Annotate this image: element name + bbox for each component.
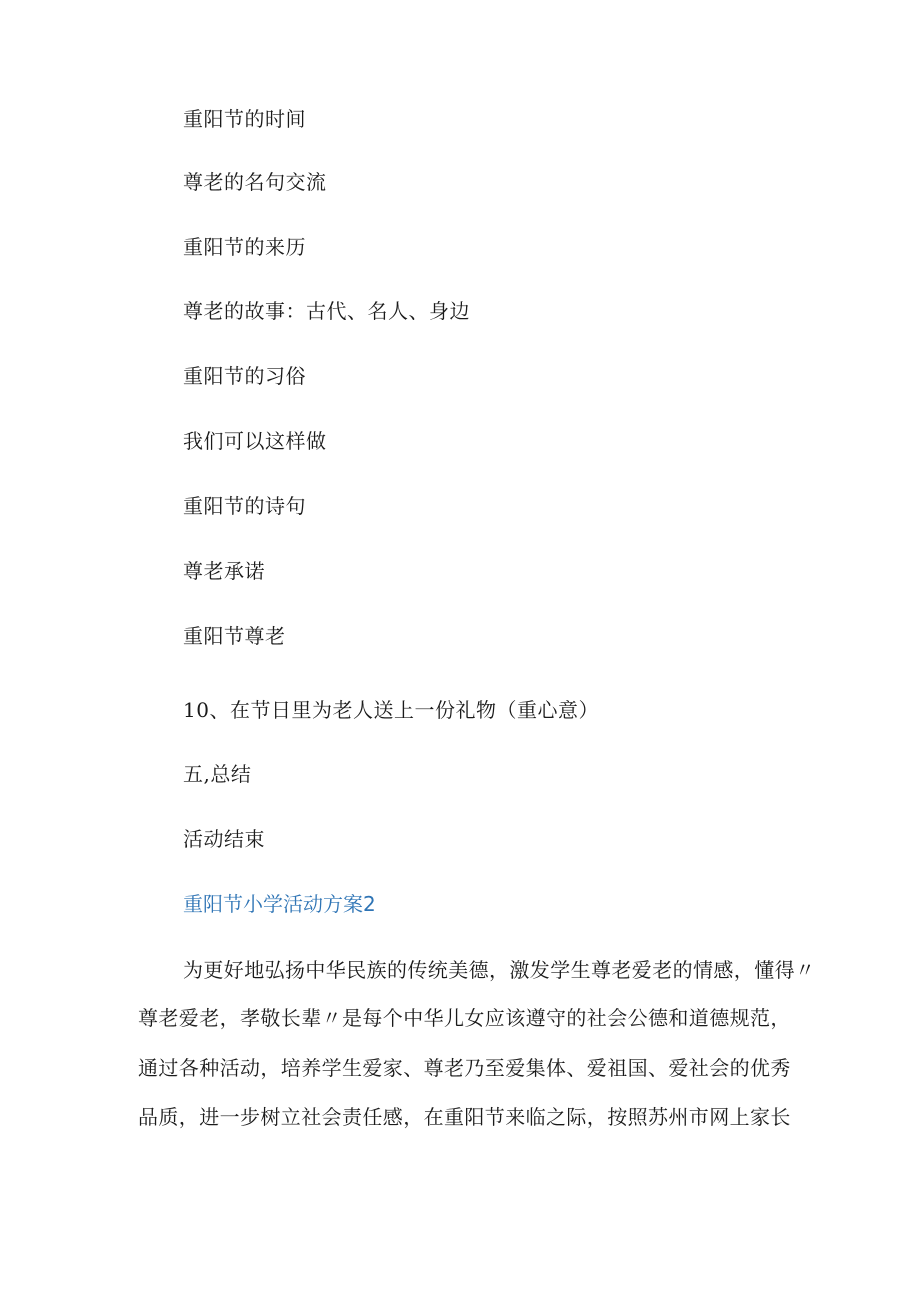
list-item: 尊老的故事：古代、名人、身边: [183, 299, 470, 323]
list-item: 活动结束: [183, 827, 265, 851]
list-item: 重阳节尊老: [183, 624, 286, 648]
paragraph-line: 为更好地弘扬中华民族的传统美德，激发学生尊老爱老的情感，懂得〃: [183, 958, 816, 982]
list-item: 尊老的名句交流: [183, 170, 327, 194]
section-heading: 重阳节小学活动方案2: [183, 892, 376, 916]
paragraph-line: 品质，进一步树立社会责任感，在重阳节来临之际，按照苏州市网上家长: [138, 1105, 791, 1129]
list-item: 重阳节的诗句: [183, 494, 306, 518]
paragraph-line: 通过各种活动，培养学生爱家、尊老乃至爱集体、爱祖国、爱社会的优秀: [138, 1056, 791, 1080]
list-item: 重阳节的习俗: [183, 364, 306, 388]
list-item: 10、在节日里为老人送上一份礼物（重心意）: [183, 698, 599, 722]
list-item: 重阳节的来历: [183, 235, 306, 259]
list-item: 我们可以这样做: [183, 429, 327, 453]
list-item: 五,总结: [183, 762, 252, 786]
list-item: 重阳节的时间: [183, 107, 306, 131]
list-item: 尊老承诺: [183, 559, 265, 583]
paragraph-line: 尊老爱老，孝敬长辈〃是每个中华儿女应该遵守的社会公德和道德规范，: [138, 1006, 791, 1030]
